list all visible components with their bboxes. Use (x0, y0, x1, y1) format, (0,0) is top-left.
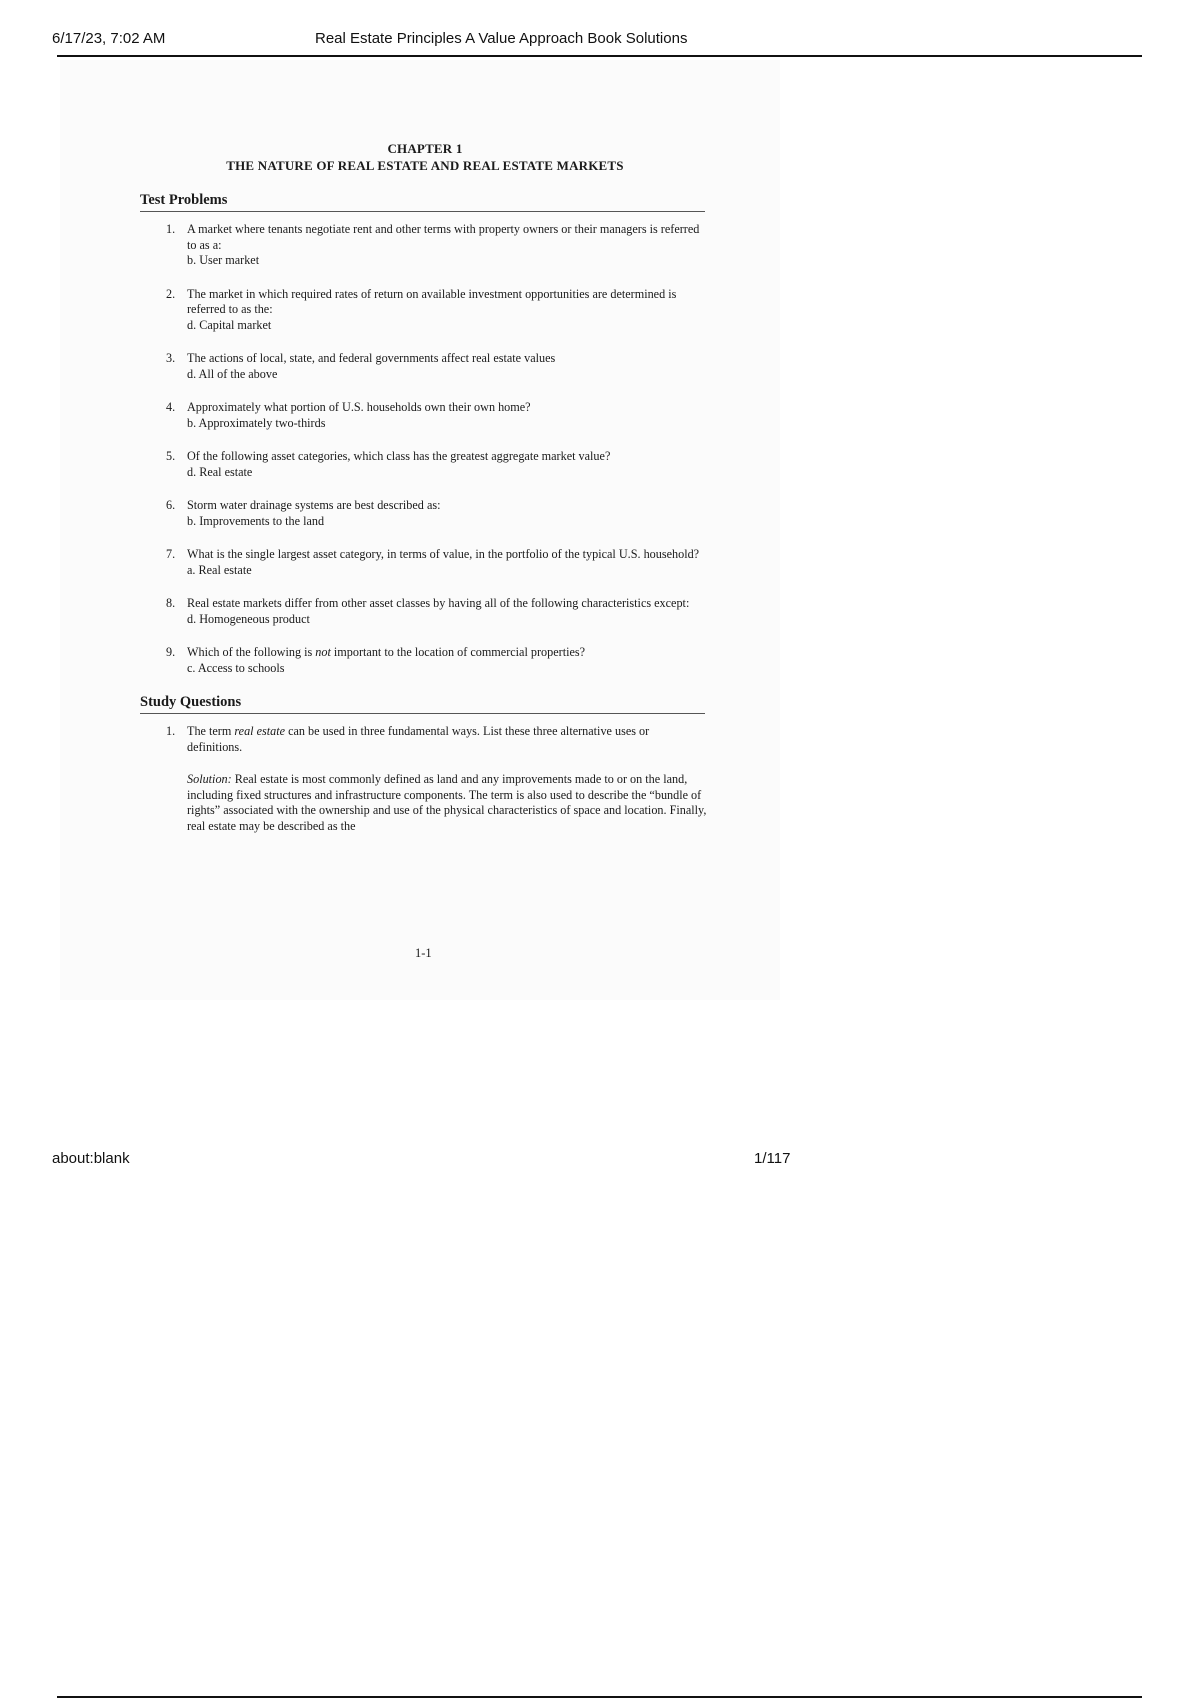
item-number: 7. (166, 547, 176, 561)
answer-text: d. Homogeneous product (187, 611, 310, 626)
answer-text: b. Improvements to the land (187, 513, 325, 528)
question-text-part: can be used in three fundamental ways. List these three alternative uses or definitions. (187, 724, 650, 754)
question-text-part: important to the location of commercial properties? (330, 645, 586, 659)
item-number: 9. (166, 645, 176, 659)
chapter-title: THE NATURE OF REAL ESTATE AND REAL ESTATE MARKETS (226, 158, 624, 173)
item-number: 6. (166, 498, 176, 512)
answer-text: d. Real estate (187, 464, 253, 479)
question-text: Of the following asset categories, which class has the greatest aggregate market value? (187, 449, 611, 463)
answer-text: b. Approximately two-thirds (187, 415, 326, 430)
item-number: 1. (166, 222, 176, 236)
item-number: 1. (166, 724, 176, 738)
answer-text: a. Real estate (187, 562, 252, 577)
question-text: Real estate markets differ from other asset classes by having all of the following characteristics except: (187, 596, 690, 610)
chapter-heading (140, 140, 710, 174)
list-item (140, 596, 707, 627)
print-date: 6/17/23, 7:02 AM (52, 30, 166, 47)
item-number: 2. (166, 286, 176, 301)
document-title: Real Estate Principles A Value Approach Book Solutions (315, 30, 688, 47)
item-number: 5. (166, 449, 176, 463)
page-url: about:blank (52, 1150, 130, 1167)
question-text: Storm water drainage systems are best described as: (187, 498, 441, 512)
solution-label: Solution: (187, 772, 232, 786)
print-header (52, 28, 1142, 58)
test-problems-list (140, 222, 710, 676)
list-item (140, 498, 707, 529)
list-item (140, 547, 707, 578)
question-text: The actions of local, state, and federal governments affect real estate values (187, 351, 556, 365)
test-problems-heading: Test Problems (140, 192, 705, 212)
list-item (140, 645, 707, 676)
question-text: What is the single largest asset category, in terms of value, in the portfolio of the typical U.S. household? (187, 547, 700, 561)
item-number: 4. (166, 400, 176, 414)
document-page (140, 140, 710, 852)
solution-body: Real estate is most commonly defined as land and any improvements made to or on the land, including fixed structures and infrastructure components. The term is also used to describe the “bundle of rights” associated with the ownership and use of the physical characteristics of space and location. Finally, real estate may be described as the (187, 772, 707, 833)
emphasized-term: real estate (234, 724, 286, 738)
answer-text: d. All of the above (187, 366, 278, 381)
answer-text: b. User market (187, 253, 260, 267)
list-item (140, 222, 707, 269)
question-text-part: Which of the following is (187, 645, 316, 659)
emphasized-word: not (315, 645, 331, 659)
question-text: A market where tenants negotiate rent and other terms with property owners or their managers is referred to as a: (187, 222, 700, 252)
question-text (187, 724, 649, 754)
item-number: 8. (166, 596, 176, 610)
list-item (140, 724, 707, 834)
chapter-number: CHAPTER 1 (387, 141, 463, 156)
study-questions-heading: Study Questions (140, 694, 705, 714)
list-item (140, 351, 707, 382)
bottom-divider (57, 1696, 1142, 1698)
answer-text: d. Capital market (187, 317, 272, 332)
study-questions-list (140, 724, 710, 834)
page-count: 1/117 (754, 1150, 791, 1167)
question-text: The market in which required rates of return on available investment opportunities are determined is referred to as the: (187, 286, 677, 316)
list-item (140, 449, 707, 480)
list-item (140, 400, 707, 431)
page-number: 1-1 (415, 946, 432, 960)
answer-text: c. Access to schools (187, 660, 285, 675)
question-text (187, 645, 585, 659)
list-item (140, 287, 707, 334)
header-divider (57, 55, 1142, 57)
solution-text (187, 772, 707, 834)
item-number: 3. (166, 351, 176, 365)
question-text: Approximately what portion of U.S. households own their own home? (187, 400, 531, 414)
question-text-part: The term (187, 724, 235, 738)
